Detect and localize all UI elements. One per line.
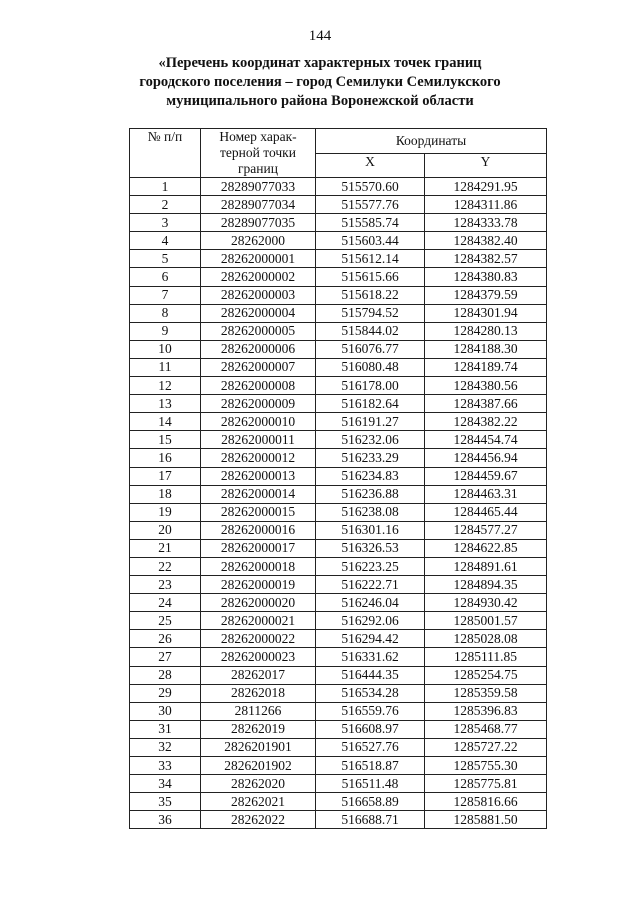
cell-row-number: 30: [130, 702, 201, 720]
cell-y: 1284577.27: [425, 521, 547, 539]
cell-row-number: 22: [130, 557, 201, 575]
table-row: [130, 684, 547, 702]
cell-y: 1284459.67: [425, 467, 547, 485]
cell-y: 1284311.86: [425, 196, 547, 214]
cell-y: 1284380.56: [425, 377, 547, 395]
table-row: [130, 377, 547, 395]
cell-x: 516331.62: [316, 648, 425, 666]
table-row: [130, 449, 547, 467]
header-point-number: [201, 129, 316, 178]
cell-x: 515618.22: [316, 286, 425, 304]
table-row: [130, 539, 547, 557]
header-point-line-3: границ: [238, 161, 278, 176]
cell-y: 1284280.13: [425, 322, 547, 340]
cell-y: 1284382.40: [425, 232, 547, 250]
table-row: [130, 738, 547, 756]
cell-point-number: 2826201902: [201, 757, 316, 775]
table-row: [130, 286, 547, 304]
cell-point-number: 28262000009: [201, 395, 316, 413]
cell-y: 1284382.57: [425, 250, 547, 268]
cell-point-number: 28262000018: [201, 557, 316, 575]
cell-point-number: 28262000001: [201, 250, 316, 268]
cell-point-number: 28262000012: [201, 449, 316, 467]
cell-y: 1285468.77: [425, 720, 547, 738]
cell-row-number: 9: [130, 322, 201, 340]
table-row: [130, 395, 547, 413]
cell-x: 516246.04: [316, 594, 425, 612]
cell-y: 1284380.83: [425, 268, 547, 286]
table-row: [130, 557, 547, 575]
cell-x: 516234.83: [316, 467, 425, 485]
cell-x: 516608.97: [316, 720, 425, 738]
cell-point-number: 28262000002: [201, 268, 316, 286]
cell-row-number: 4: [130, 232, 201, 250]
table-row: [130, 594, 547, 612]
cell-x: 515585.74: [316, 214, 425, 232]
cell-y: 1285755.30: [425, 757, 547, 775]
cell-x: 516292.06: [316, 612, 425, 630]
cell-x: 515844.02: [316, 322, 425, 340]
cell-x: 516233.29: [316, 449, 425, 467]
title-line-3: муниципального района Воронежской области: [166, 93, 474, 109]
cell-x: 515603.44: [316, 232, 425, 250]
cell-x: 516301.16: [316, 521, 425, 539]
table-row: [130, 576, 547, 594]
cell-row-number: 17: [130, 467, 201, 485]
cell-row-number: 10: [130, 340, 201, 358]
cell-y: 1285028.08: [425, 630, 547, 648]
cell-row-number: 33: [130, 757, 201, 775]
cell-row-number: 25: [130, 612, 201, 630]
cell-row-number: 16: [130, 449, 201, 467]
cell-x: 516223.25: [316, 557, 425, 575]
cell-y: 1284382.22: [425, 413, 547, 431]
table-body: [130, 178, 547, 829]
cell-point-number: 28262017: [201, 666, 316, 684]
header-point-line-2: терной точки: [220, 145, 296, 160]
cell-point-number: 28262019: [201, 720, 316, 738]
cell-row-number: 20: [130, 521, 201, 539]
cell-point-number: 28262000005: [201, 322, 316, 340]
cell-point-number: 28262000013: [201, 467, 316, 485]
cell-row-number: 19: [130, 503, 201, 521]
cell-point-number: 28289077033: [201, 178, 316, 196]
cell-x: 516080.48: [316, 358, 425, 376]
cell-row-number: 1: [130, 178, 201, 196]
cell-row-number: 34: [130, 775, 201, 793]
table-row: [130, 467, 547, 485]
cell-row-number: 27: [130, 648, 201, 666]
document-title: [100, 54, 540, 111]
cell-point-number: 28262000004: [201, 304, 316, 322]
cell-x: 515615.66: [316, 268, 425, 286]
cell-point-number: 28262000023: [201, 648, 316, 666]
cell-x: 516191.27: [316, 413, 425, 431]
cell-row-number: 18: [130, 485, 201, 503]
cell-x: 516511.48: [316, 775, 425, 793]
cell-x: 516236.88: [316, 485, 425, 503]
cell-x: 516294.42: [316, 630, 425, 648]
table-row: [130, 340, 547, 358]
cell-y: 1284301.94: [425, 304, 547, 322]
table-row: [130, 612, 547, 630]
table-row: [130, 521, 547, 539]
table-row: [130, 720, 547, 738]
cell-point-number: 28262000007: [201, 358, 316, 376]
cell-row-number: 2: [130, 196, 201, 214]
cell-row-number: 6: [130, 268, 201, 286]
title-line-2: городского поселения – город Семилуки Семилукского: [139, 74, 501, 90]
cell-row-number: 29: [130, 684, 201, 702]
cell-x: 515577.76: [316, 196, 425, 214]
cell-row-number: 7: [130, 286, 201, 304]
cell-row-number: 14: [130, 413, 201, 431]
header-row-number: № п/п: [130, 129, 201, 178]
cell-y: 1285775.81: [425, 775, 547, 793]
header-x: X: [316, 153, 425, 178]
table-row: [130, 630, 547, 648]
cell-x: 515612.14: [316, 250, 425, 268]
cell-y: 1284463.31: [425, 485, 547, 503]
cell-x: 516559.76: [316, 702, 425, 720]
table-row: [130, 811, 547, 829]
cell-row-number: 35: [130, 793, 201, 811]
cell-point-number: 2811266: [201, 702, 316, 720]
table-row: [130, 214, 547, 232]
cell-point-number: 28262000016: [201, 521, 316, 539]
cell-y: 1284454.74: [425, 431, 547, 449]
cell-y: 1285881.50: [425, 811, 547, 829]
cell-x: 516232.06: [316, 431, 425, 449]
table-row: [130, 322, 547, 340]
cell-point-number: 28262000011: [201, 431, 316, 449]
cell-point-number: 28262000003: [201, 286, 316, 304]
cell-y: 1284387.66: [425, 395, 547, 413]
cell-y: 1284894.35: [425, 576, 547, 594]
table-row: [130, 648, 547, 666]
cell-row-number: 24: [130, 594, 201, 612]
table-row: [130, 358, 547, 376]
cell-x: 516238.08: [316, 503, 425, 521]
cell-point-number: 28262022: [201, 811, 316, 829]
cell-x: 516688.71: [316, 811, 425, 829]
cell-row-number: 12: [130, 377, 201, 395]
cell-row-number: 8: [130, 304, 201, 322]
cell-point-number: 28262020: [201, 775, 316, 793]
table-row: [130, 775, 547, 793]
cell-row-number: 5: [130, 250, 201, 268]
cell-point-number: 28262021: [201, 793, 316, 811]
table-row: [130, 268, 547, 286]
table-row: [130, 503, 547, 521]
cell-row-number: 11: [130, 358, 201, 376]
cell-point-number: 28262000022: [201, 630, 316, 648]
table-row: [130, 232, 547, 250]
cell-x: 516518.87: [316, 757, 425, 775]
cell-y: 1284333.78: [425, 214, 547, 232]
cell-point-number: 2826201901: [201, 738, 316, 756]
table-row: [130, 196, 547, 214]
cell-row-number: 26: [130, 630, 201, 648]
cell-y: 1285727.22: [425, 738, 547, 756]
cell-y: 1285816.66: [425, 793, 547, 811]
cell-point-number: 28262000015: [201, 503, 316, 521]
table-row: [130, 431, 547, 449]
table-row: [130, 757, 547, 775]
cell-point-number: 28262000021: [201, 612, 316, 630]
cell-row-number: 31: [130, 720, 201, 738]
cell-y: 1284188.30: [425, 340, 547, 358]
cell-x: 516527.76: [316, 738, 425, 756]
cell-x: 516222.71: [316, 576, 425, 594]
cell-point-number: 28262000008: [201, 377, 316, 395]
cell-x: 516178.00: [316, 377, 425, 395]
cell-x: 516326.53: [316, 539, 425, 557]
title-line-1: «Перечень координат характерных точек границ: [158, 55, 482, 71]
cell-y: 1285001.57: [425, 612, 547, 630]
cell-point-number: 28262000010: [201, 413, 316, 431]
cell-x: 515570.60: [316, 178, 425, 196]
cell-y: 1284930.42: [425, 594, 547, 612]
cell-y: 1284891.61: [425, 557, 547, 575]
cell-x: 516534.28: [316, 684, 425, 702]
cell-x: 516444.35: [316, 666, 425, 684]
cell-y: 1284379.59: [425, 286, 547, 304]
cell-x: 516076.77: [316, 340, 425, 358]
page-number: 144: [308, 28, 332, 44]
table-row: [130, 178, 547, 196]
table-row: [130, 793, 547, 811]
coordinates-table: [129, 128, 547, 829]
cell-row-number: 28: [130, 666, 201, 684]
cell-point-number: 28289077034: [201, 196, 316, 214]
cell-y: 1285396.83: [425, 702, 547, 720]
cell-row-number: 3: [130, 214, 201, 232]
table-row: [130, 702, 547, 720]
cell-y: 1284465.44: [425, 503, 547, 521]
cell-point-number: 28262000006: [201, 340, 316, 358]
cell-y: 1285254.75: [425, 666, 547, 684]
cell-point-number: 28262000019: [201, 576, 316, 594]
cell-y: 1284189.74: [425, 358, 547, 376]
table-row: [130, 304, 547, 322]
cell-point-number: 28262018: [201, 684, 316, 702]
cell-y: 1284622.85: [425, 539, 547, 557]
cell-row-number: 32: [130, 738, 201, 756]
header-y: Y: [425, 153, 547, 178]
cell-point-number: 28289077035: [201, 214, 316, 232]
table-row: [130, 485, 547, 503]
cell-y: 1285111.85: [425, 648, 547, 666]
cell-y: 1284456.94: [425, 449, 547, 467]
cell-row-number: 23: [130, 576, 201, 594]
cell-y: 1285359.58: [425, 684, 547, 702]
cell-point-number: 28262000020: [201, 594, 316, 612]
cell-x: 516182.64: [316, 395, 425, 413]
header-point-line-1: Номер харак-: [219, 129, 297, 144]
header-coordinates: Координаты: [316, 129, 547, 154]
table-row: [130, 666, 547, 684]
table-row: [130, 413, 547, 431]
cell-x: 515794.52: [316, 304, 425, 322]
cell-row-number: 36: [130, 811, 201, 829]
cell-row-number: 21: [130, 539, 201, 557]
cell-point-number: 28262000: [201, 232, 316, 250]
cell-point-number: 28262000014: [201, 485, 316, 503]
cell-x: 516658.89: [316, 793, 425, 811]
table-row: [130, 250, 547, 268]
cell-row-number: 13: [130, 395, 201, 413]
cell-y: 1284291.95: [425, 178, 547, 196]
cell-point-number: 28262000017: [201, 539, 316, 557]
cell-row-number: 15: [130, 431, 201, 449]
